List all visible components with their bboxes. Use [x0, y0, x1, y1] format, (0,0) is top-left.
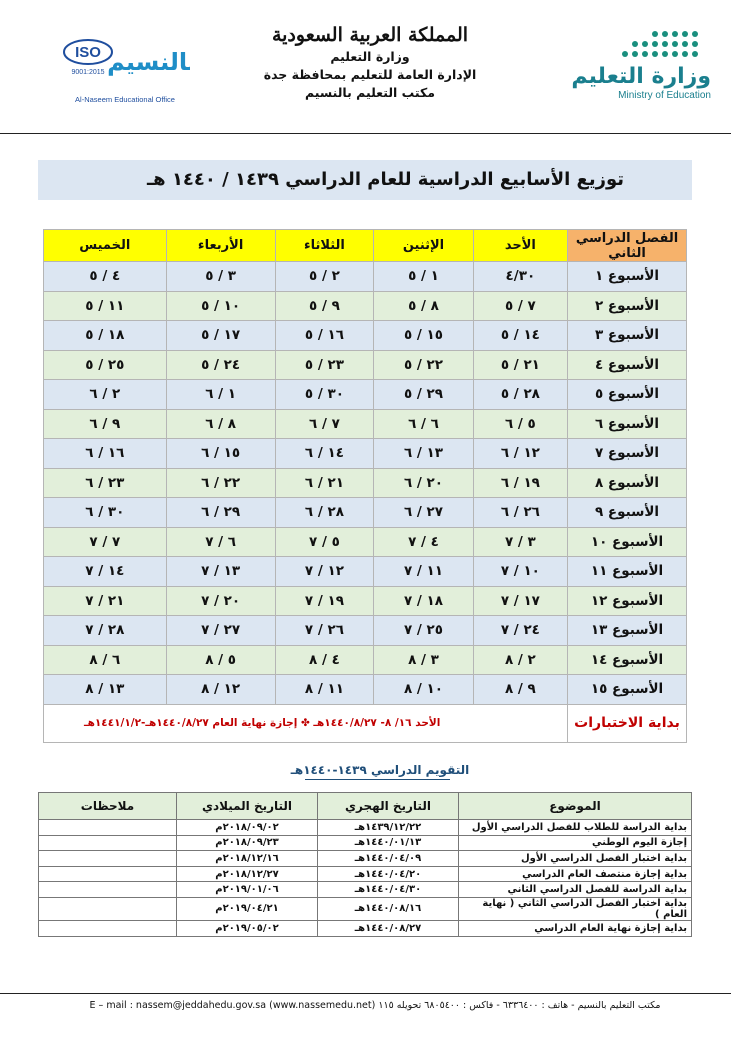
week-date-cell: ٦ / ٨	[44, 645, 167, 675]
week-date-cell: ٢ / ٦	[44, 380, 167, 410]
week-date-cell: ٦ / ٧	[166, 527, 275, 557]
week-date-cell: ٢٣ / ٥	[275, 350, 374, 380]
week-date-cell: ٩ / ٨	[473, 675, 567, 705]
week-date-cell: ١٥ / ٥	[374, 321, 474, 351]
week-row	[44, 527, 687, 557]
week-date-cell: ١٧ / ٥	[166, 321, 275, 351]
week-date-cell: ٩ / ٥	[275, 291, 374, 321]
exam-description: الأحد ١٦/ ٨- ١٤٤٠/٨/٢٧هـ ✤ إجازة نهاية العام ١٤٤٠/٨/٢٧هـ-١٤٤١/١/٢هـ	[44, 704, 568, 742]
week-row	[44, 675, 687, 705]
calendar-hijri-date: ١٤٣٩/١٢/٢٢هـ	[318, 820, 459, 836]
header-center	[230, 22, 510, 102]
week-label: الأسبوع ٦	[568, 409, 687, 439]
office-name: مكتب التعليم بالنسيم	[305, 85, 435, 100]
week-date-cell: ٢ / ٥	[275, 262, 374, 292]
week-date-cell: ٨ / ٥	[374, 291, 474, 321]
week-label: الأسبوع ٩	[568, 498, 687, 528]
week-row	[44, 498, 687, 528]
week-label: الأسبوع ٤	[568, 350, 687, 380]
week-date-cell: ١٩ / ٧	[275, 586, 374, 616]
col-header-notes: ملاحظات	[39, 793, 177, 820]
week-date-cell: ٣ / ٧	[473, 527, 567, 557]
week-date-cell: ٢٨ / ٦	[275, 498, 374, 528]
calendar-gregorian-date: ٢٠١٩/٠٥/٠٢م	[177, 920, 318, 936]
week-date-cell: ٢٤ / ٧	[473, 616, 567, 646]
week-label: الأسبوع ١٠	[568, 527, 687, 557]
weeks-header-row	[44, 230, 687, 262]
calendar-topic: بداية اختبار الفصل الدراسي الأول	[459, 851, 692, 867]
week-date-cell: ٢٢ / ٦	[166, 468, 275, 498]
week-label: الأسبوع ١٤	[568, 645, 687, 675]
ministry-name: وزارة التعليم	[330, 49, 410, 64]
calendar-row	[39, 835, 692, 851]
calendar-notes	[39, 920, 177, 936]
calendar-hijri-date: ١٤٤٠/٠٤/٣٠هـ	[318, 882, 459, 898]
calendar-hijri-date: ١٤٤٠/٠٤/٠٩هـ	[318, 851, 459, 867]
week-date-cell: ١٣ / ٦	[374, 439, 474, 469]
week-date-cell: ١٦ / ٦	[44, 439, 167, 469]
week-label: الأسبوع ١٣	[568, 616, 687, 646]
calendar-topic: بداية إجازة منتصف العام الدراسي	[459, 866, 692, 882]
calendar-topic: إجازة اليوم الوطني	[459, 835, 692, 851]
page-title-box	[38, 160, 692, 200]
week-date-cell: ٢٥ / ٧	[374, 616, 474, 646]
calendar-row	[39, 920, 692, 936]
week-label: الأسبوع ١١	[568, 557, 687, 587]
week-date-cell: ٤ / ٥	[44, 262, 167, 292]
week-date-cell: ١٨ / ٥	[44, 321, 167, 351]
week-label: الأسبوع ١	[568, 262, 687, 292]
week-date-cell: ١٠ / ٧	[473, 557, 567, 587]
week-date-cell: ١١ / ٧	[374, 557, 474, 587]
iso-number: 9001:2015	[71, 69, 105, 76]
naseem-logo	[60, 30, 190, 120]
calendar-row	[39, 851, 692, 867]
calendar-row	[39, 897, 692, 920]
calendar-notes	[39, 835, 177, 851]
letterhead	[0, 0, 731, 132]
calendar-notes	[39, 851, 177, 867]
week-date-cell: ٣٠ / ٦	[44, 498, 167, 528]
calendar-notes	[39, 820, 177, 836]
weeks-body	[44, 262, 687, 743]
week-date-cell: ٨ / ٦	[166, 409, 275, 439]
week-date-cell: ٣ / ٥	[166, 262, 275, 292]
col-header-monday: الإثنين	[374, 230, 474, 262]
week-date-cell: ١٥ / ٦	[166, 439, 275, 469]
week-row	[44, 586, 687, 616]
dots-pattern-icon	[615, 24, 711, 64]
admin-name: الإدارة العامة للتعليم بمحافظة جدة	[263, 67, 477, 82]
calendar-topic: بداية إجازة نهاية العام الدراسي	[459, 920, 692, 936]
week-date-cell: ٢٢ / ٥	[374, 350, 474, 380]
naseem-logo-arabic: بالنسيم	[107, 48, 190, 76]
calendar-hijri-date: ١٤٤٠/٠٤/٢٠هـ	[318, 866, 459, 882]
footer-contact: مكتب التعليم بالنسيم - هاتف : ٦٣٣٦٤٠٠ - فاكس : ٦٨٠٥٤٠٠ تحويله ١١٥ (www.nassemedu.net) E – mail : nassem@jeddahedu.gov.sa	[89, 1000, 661, 1011]
week-row	[44, 409, 687, 439]
calendar-notes	[39, 866, 177, 882]
col-header-tuesday: الثلاثاء	[275, 230, 374, 262]
week-date-cell: ٢٨ / ٧	[44, 616, 167, 646]
calendar-gregorian-date: ٢٠١٩/٠١/٠٦م	[177, 882, 318, 898]
calendar-table	[38, 792, 692, 937]
week-date-cell: ٢٤ / ٥	[166, 350, 275, 380]
week-date-cell: ١١ / ٥	[44, 291, 167, 321]
week-date-cell: ٢٠ / ٧	[166, 586, 275, 616]
col-header-hijri: التاريخ الهجري	[318, 793, 459, 820]
week-label: الأسبوع ٣	[568, 321, 687, 351]
week-date-cell: ١٢ / ٨	[166, 675, 275, 705]
week-date-cell: ٢٧ / ٧	[166, 616, 275, 646]
week-row	[44, 468, 687, 498]
week-date-cell: ٢١ / ٧	[44, 586, 167, 616]
week-date-cell: ٣ / ٨	[374, 645, 474, 675]
week-date-cell: ٣٠ / ٥	[275, 380, 374, 410]
calendar-header-row	[39, 793, 692, 820]
week-date-cell: ١١ / ٨	[275, 675, 374, 705]
week-date-cell: ١٤ / ٧	[44, 557, 167, 587]
week-date-cell: ٢٠ / ٦	[374, 468, 474, 498]
col-header-wednesday: الأربعاء	[166, 230, 275, 262]
week-date-cell: ٢٨ / ٥	[473, 380, 567, 410]
week-date-cell: ١٤ / ٥	[473, 321, 567, 351]
week-row	[44, 321, 687, 351]
week-label: الأسبوع ١٥	[568, 675, 687, 705]
calendar-gregorian-date: ٢٠١٨/٠٩/٢٣م	[177, 835, 318, 851]
week-date-cell: ٤/٣٠	[473, 262, 567, 292]
week-date-cell: ٥ / ٦	[473, 409, 567, 439]
week-date-cell: ٢٧ / ٦	[374, 498, 474, 528]
week-row	[44, 439, 687, 469]
week-date-cell: ١٠ / ٨	[374, 675, 474, 705]
week-row	[44, 380, 687, 410]
calendar-gregorian-date: ٢٠١٩/٠٤/٢١م	[177, 897, 318, 920]
week-date-cell: ٦ / ٦	[374, 409, 474, 439]
week-date-cell: ٢١ / ٦	[275, 468, 374, 498]
calendar-hijri-date: ١٤٤٠/٠١/١٣هـ	[318, 835, 459, 851]
week-date-cell: ١٦ / ٥	[275, 321, 374, 351]
week-date-cell: ٢٩ / ٥	[374, 380, 474, 410]
week-date-cell: ٧ / ٧	[44, 527, 167, 557]
calendar-title: التقويم الدراسي ١٤٣٩-١٤٤٠هـ	[290, 763, 470, 777]
week-row	[44, 557, 687, 587]
col-header-thursday: الخميس	[44, 230, 167, 262]
week-date-cell: ٢ / ٨	[473, 645, 567, 675]
calendar-gregorian-date: ٢٠١٨/١٢/١٦م	[177, 851, 318, 867]
week-date-cell: ٢٣ / ٦	[44, 468, 167, 498]
week-label: الأسبوع ٧	[568, 439, 687, 469]
week-label: الأسبوع ٥	[568, 380, 687, 410]
week-date-cell: ١٣ / ٨	[44, 675, 167, 705]
week-date-cell: ١٣ / ٧	[166, 557, 275, 587]
week-date-cell: ١٧ / ٧	[473, 586, 567, 616]
iso-label: ISO	[75, 44, 101, 61]
calendar-notes	[39, 897, 177, 920]
calendar-notes	[39, 882, 177, 898]
calendar-topic: بداية الدراسة للطلاب للفصل الدراسي الأول	[459, 820, 692, 836]
exam-start-label: بداية الاختبارات	[568, 704, 687, 742]
week-date-cell: ١٠ / ٥	[166, 291, 275, 321]
header-divider	[0, 133, 731, 134]
calendar-gregorian-date: ٢٠١٨/٠٩/٠٢م	[177, 820, 318, 836]
weeks-table	[43, 229, 687, 743]
week-date-cell: ١٨ / ٧	[374, 586, 474, 616]
calendar-title-underline	[305, 779, 450, 780]
ministry-logo	[551, 24, 711, 124]
week-row	[44, 350, 687, 380]
calendar-topic: بداية اختبار الفصل الدراسي الثاني ( نهاية العام )	[459, 897, 692, 920]
calendar-row	[39, 820, 692, 836]
week-date-cell: ٤ / ٨	[275, 645, 374, 675]
ministry-logo-arabic: وزارة التعليم	[571, 64, 711, 89]
week-label: الأسبوع ١٢	[568, 586, 687, 616]
week-date-cell: ١ / ٦	[166, 380, 275, 410]
footer-divider	[0, 993, 731, 994]
week-date-cell: ٢٦ / ٧	[275, 616, 374, 646]
week-row	[44, 291, 687, 321]
week-date-cell: ٢٥ / ٥	[44, 350, 167, 380]
col-header-semester: الفصل الدراسي الثاني	[568, 230, 687, 262]
week-date-cell: ١٢ / ٦	[473, 439, 567, 469]
calendar-row	[39, 882, 692, 898]
week-row	[44, 262, 687, 292]
calendar-gregorian-date: ٢٠١٨/١٢/٢٧م	[177, 866, 318, 882]
week-date-cell: ٥ / ٨	[166, 645, 275, 675]
calendar-row	[39, 866, 692, 882]
col-header-topic: الموضوع	[459, 793, 692, 820]
week-date-cell: ١٤ / ٦	[275, 439, 374, 469]
exam-row	[44, 704, 687, 742]
week-date-cell: ١٢ / ٧	[275, 557, 374, 587]
week-row	[44, 616, 687, 646]
week-label: الأسبوع ٢	[568, 291, 687, 321]
calendar-body	[39, 820, 692, 937]
week-date-cell: ٩ / ٦	[44, 409, 167, 439]
page-title: توزيع الأسابيع الدراسية للعام الدراسي ١٤٣٩ / ١٤٤٠ هـ	[147, 169, 624, 190]
week-date-cell: ١٩ / ٦	[473, 468, 567, 498]
ministry-logo-english: Ministry of Education	[618, 90, 711, 101]
week-label: الأسبوع ٨	[568, 468, 687, 498]
calendar-topic: بداية الدراسة للفصل الدراسي الثاني	[459, 882, 692, 898]
week-date-cell: ٧ / ٦	[275, 409, 374, 439]
col-header-gregorian: التاريخ الميلادي	[177, 793, 318, 820]
week-date-cell: ٢١ / ٥	[473, 350, 567, 380]
calendar-hijri-date: ١٤٤٠/٠٨/١٦هـ	[318, 897, 459, 920]
week-date-cell: ٤ / ٧	[374, 527, 474, 557]
week-date-cell: ١ / ٥	[374, 262, 474, 292]
week-date-cell: ٢٦ / ٦	[473, 498, 567, 528]
week-date-cell: ٧ / ٥	[473, 291, 567, 321]
col-header-sunday: الأحد	[473, 230, 567, 262]
kingdom-name: المملكة العربية السعودية	[271, 24, 469, 46]
week-date-cell: ٥ / ٧	[275, 527, 374, 557]
calendar-hijri-date: ١٤٤٠/٠٨/٢٧هـ	[318, 920, 459, 936]
week-row	[44, 645, 687, 675]
week-date-cell: ٢٩ / ٦	[166, 498, 275, 528]
naseem-logo-english: Al-Naseem Educational Office	[75, 95, 175, 104]
